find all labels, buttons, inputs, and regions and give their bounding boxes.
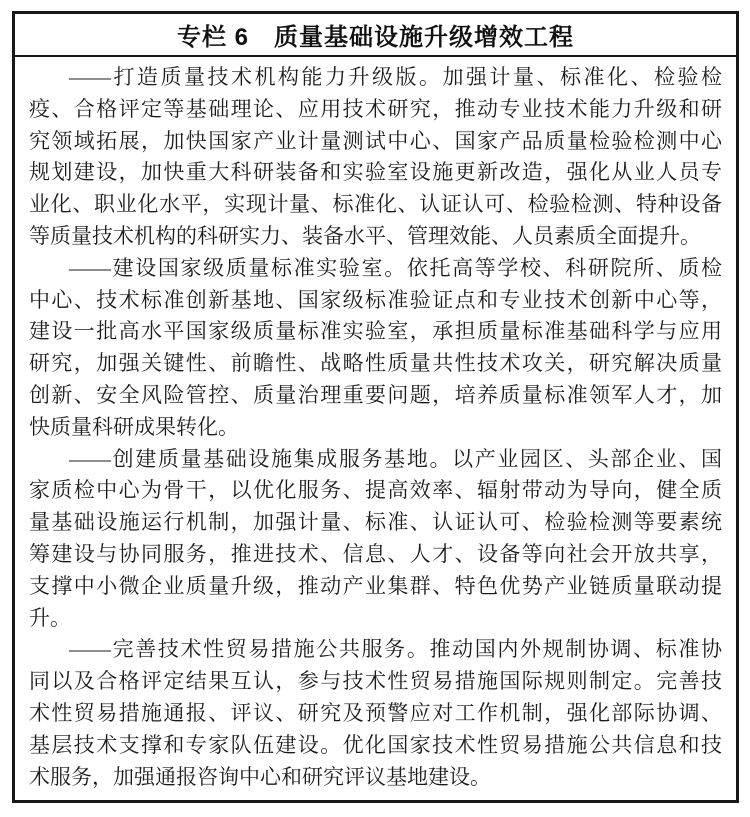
text-line: 研究，加强关键性、前瞻性、战略性质量共性技术攻关，研究解决质量 [29,351,722,376]
paragraph [29,253,722,444]
paragraph [29,62,722,253]
text-line: ——完善技术性贸易措施公共服务。推动国内外规制协调、标准协 [69,637,722,662]
text-line: ——打造质量技术机构能力升级版。加强计量、标准化、检验检 [69,65,722,89]
text-line: 筹建设与协同服务，推进技术、信息、人才、设备等向社会开放共享， [29,541,722,566]
text-line: 升。 [29,605,71,630]
text-line: 等质量技术机构的科研实力、装备水平、管理效能、人员素质全面提升。 [29,223,701,248]
text-line: 基层技术支撑和专家队伍建设。优化国家技术性贸易措施公共信息和技 [29,732,722,757]
box-title: 专栏 6 质量基础设施升级增效工程 [176,24,574,51]
text-line: 业化、职业化水平，实现计量、标准化、认证认可、检验检测、特种设备 [29,192,722,217]
text-line: 中心、技术标准创新基地、国家级标准验证点和专业技术创新中心等， [29,287,722,312]
text-line: 同以及合格评定结果互认，参与技术性贸易措施国际规则制定。完善技 [29,669,722,694]
text-line: 规划建设，加快重大科研装备和实验室设施更新改造，强化从业人员专 [29,160,722,185]
text-line: 究领域拓展，加快国家产业计量测试中心、国家产品质量检验检测中心 [29,128,722,153]
text-line: 建设一批高水平国家级质量标准实验室，承担质量标准基础科学与应用 [29,319,722,344]
paragraph [29,634,722,793]
text-line: 疫、合格评定等基础理论、应用技术研究，推动专业技术能力升级和研 [29,96,722,121]
text-line: ——创建质量基础设施集成服务基地。以产业园区、头部企业、国 [69,446,722,471]
text-line: 量基础设施运行机制，加强计量、标准、认证认可、检验检测等要素统 [29,510,722,535]
paragraph [29,444,722,635]
box-title-bar [15,14,736,57]
text-line: 快质量科研成果转化。 [29,414,239,439]
callout-box [12,11,739,803]
box-body [15,57,736,793]
text-line: 家质检中心为骨干，以优化服务、提高效率、辐射带动为导向，健全质 [29,478,722,503]
text-line: ——建设国家级质量标准实验室。依托高等学校、科研院所、质检 [69,255,722,280]
text-line: 创新、安全风险管控、质量治理重要问题，培养质量标准领军人才，加 [29,382,722,407]
text-line: 术性贸易措施通报、评议、研究及预警应对工作机制，强化部际协调、 [29,700,722,725]
text-line: 术服务，加强通报咨询中心和研究评议基地建设。 [29,764,491,789]
text-line: 支撑中小微企业质量升级，推动产业集群、特色优势产业链质量联动提 [29,573,722,598]
